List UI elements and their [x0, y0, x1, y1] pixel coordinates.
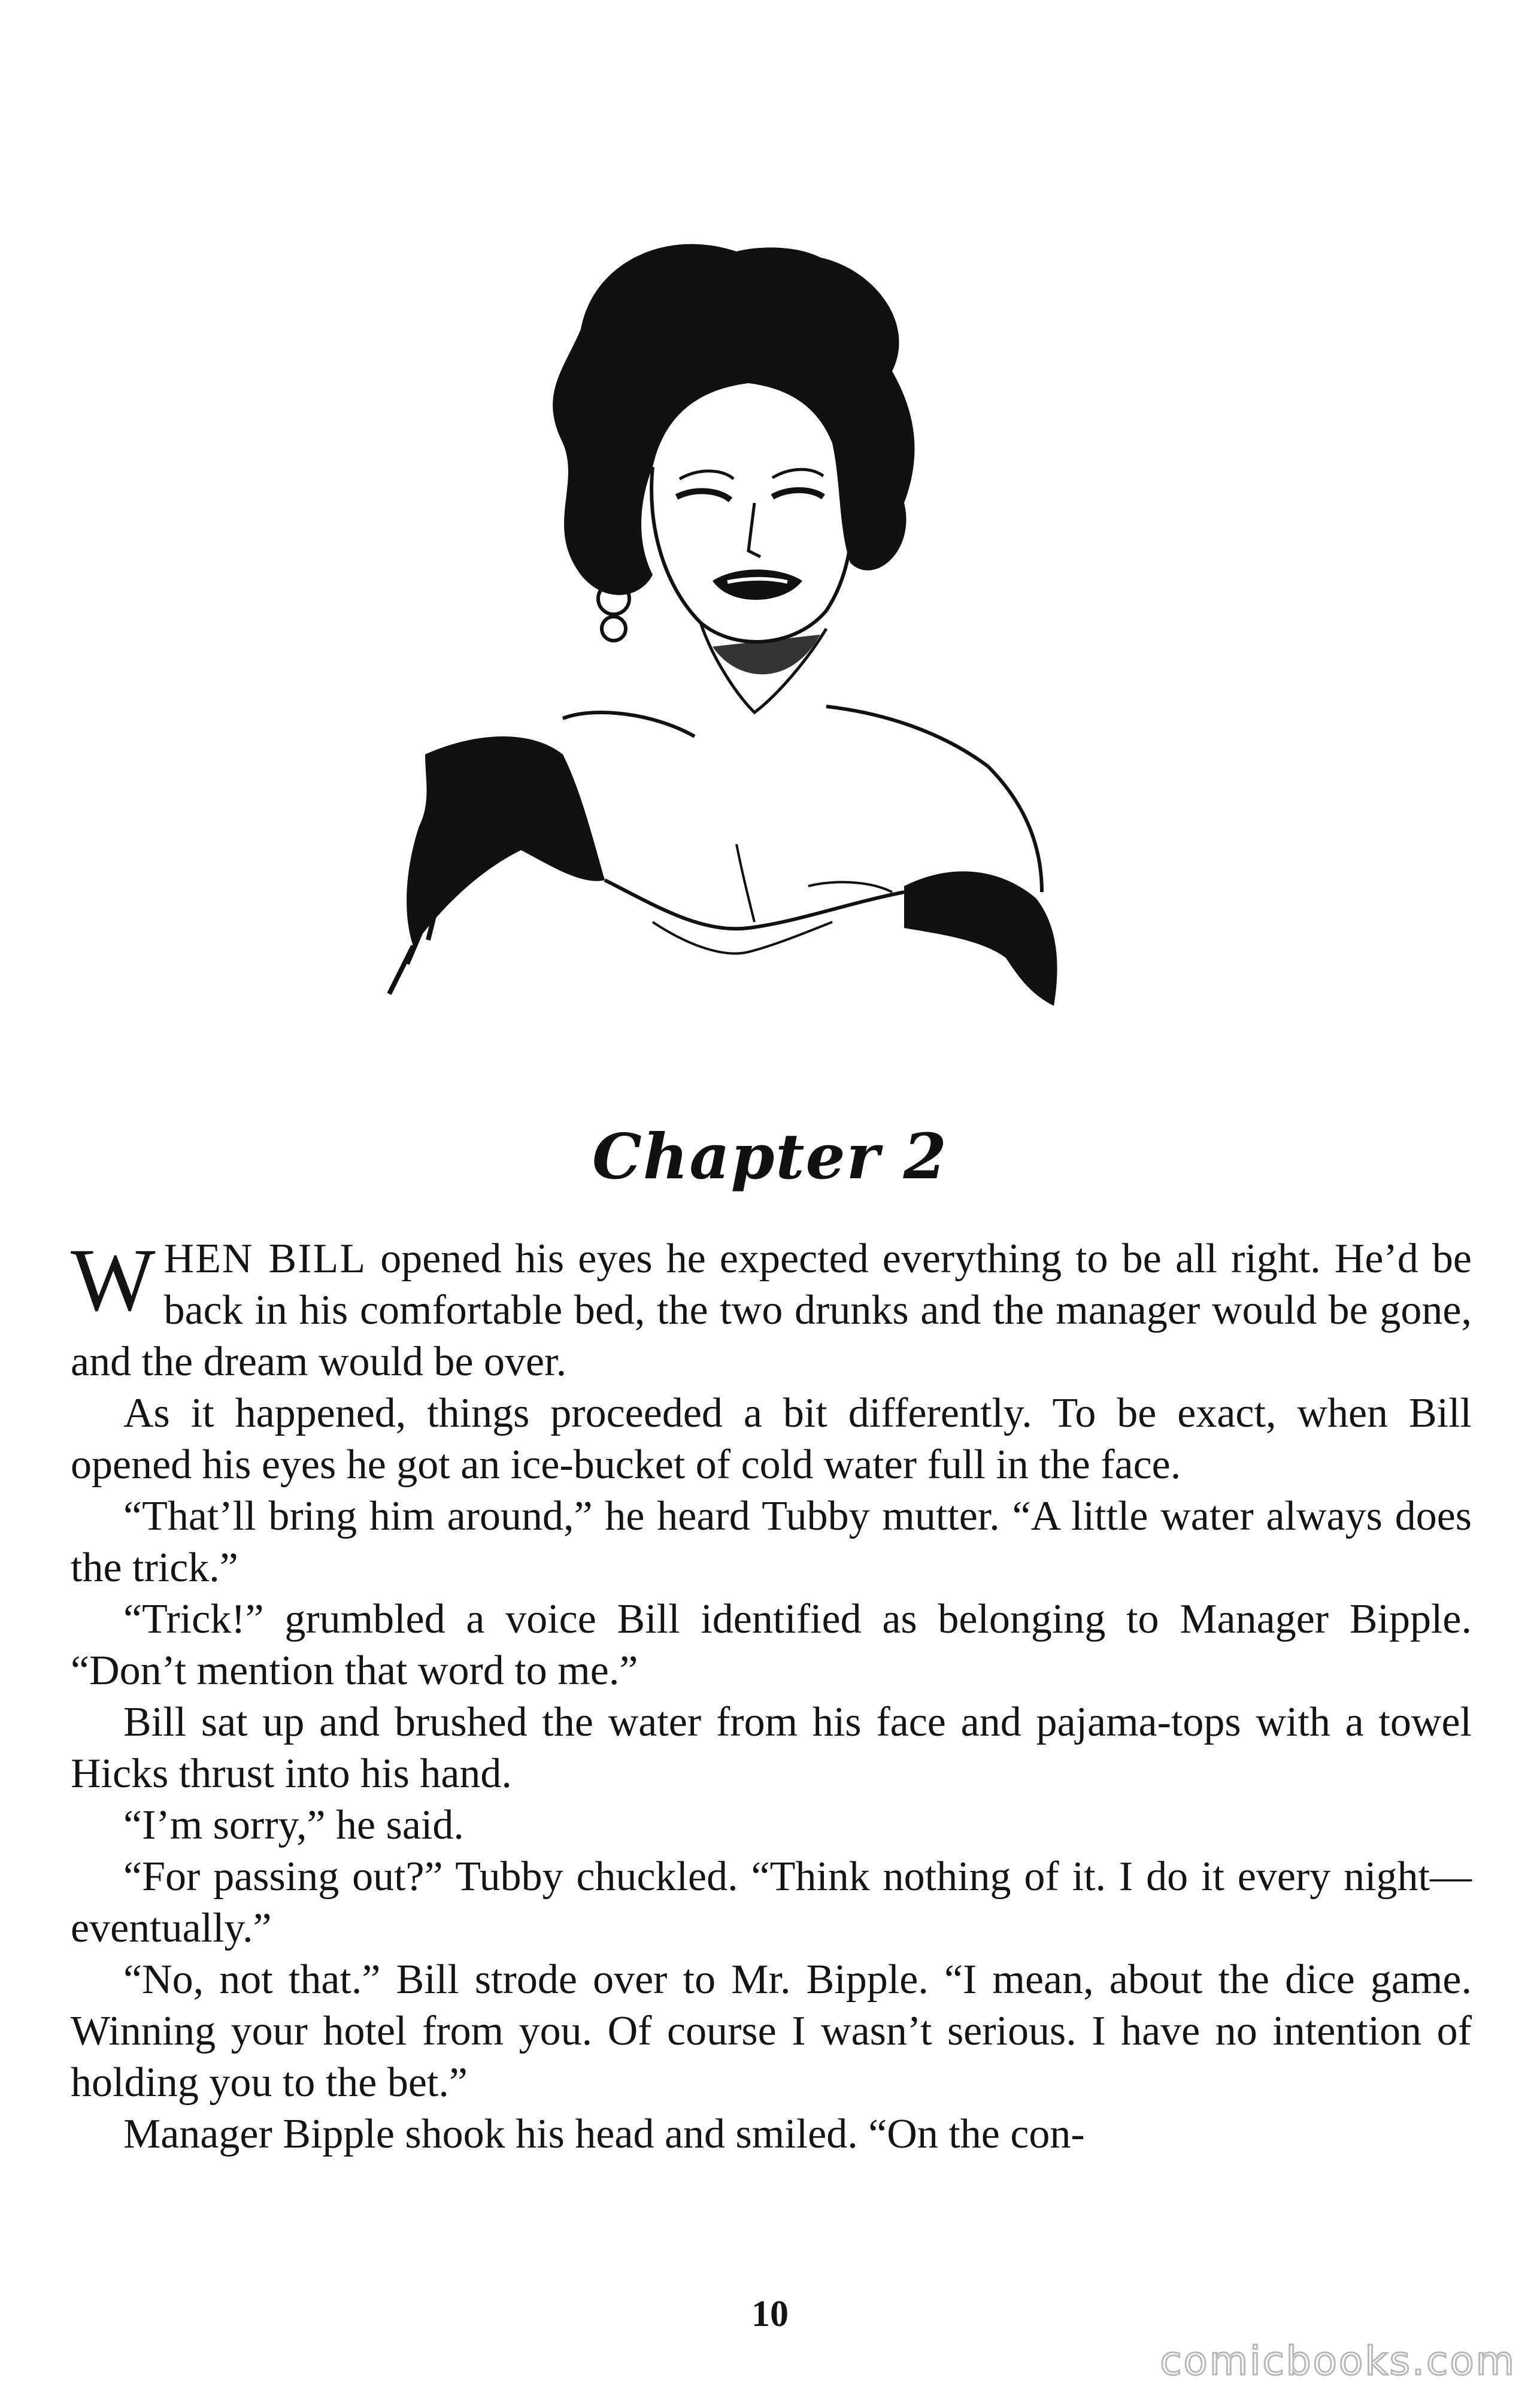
paragraph-7: “For passing out?” Tubby chuckled. “Think nothing of it. I do it every night—eventually.”	[71, 1854, 1472, 1951]
paragraph-9: Manager Bipple shook his head and smiled. “On the con-	[123, 2111, 1085, 2157]
paragraph-2: As it happened, things proceeded a bit differently. To be exact, when Bill opened his eyes he got an ice-bucket of cold water full in the face.	[71, 1390, 1472, 1488]
paragraph-1	[71, 1230, 1472, 1388]
paragraph-4: “Trick!” grumbled a voice Bill identified as belonging to Manager Bipple. “Don’t mention that word to me.”	[71, 1596, 1472, 1694]
paragraph-3: “That’ll bring him around,” he heard Tubby mutter. “A little water always does the trick.”	[71, 1493, 1472, 1591]
paragraph-6: “I’m sorry,” he said.	[123, 1802, 464, 1848]
paragraph-8: “No, not that.” Bill strode over to Mr. Bipple. “I mean, about the dice game. Winning your hotel from you. Of course I wasn’t serious. I have no intention of holding you to the bet.”	[71, 1957, 1472, 2106]
watermark-logo: comicbooks.com	[1160, 2338, 1516, 2384]
paragraph-5: Bill sat up and brushed the water from his face and pajama-tops with a towel Hicks thrust into his hand.	[71, 1699, 1472, 1797]
drop-cap: W	[71, 1230, 156, 1330]
paragraph-1-text: opened his eyes he expected everything to be all right. He’d be back in his comfortable bed, the two drunks and the manager would be gone, and the dream would be over.	[71, 1236, 1472, 1385]
body-text	[71, 1230, 1472, 2160]
lead-caps: HEN BILL	[163, 1236, 367, 1282]
chapter-heading: Chapter 2	[592, 1120, 948, 1193]
woman-portrait-illustration	[281, 216, 1215, 1042]
page-number: 10	[751, 2294, 789, 2334]
